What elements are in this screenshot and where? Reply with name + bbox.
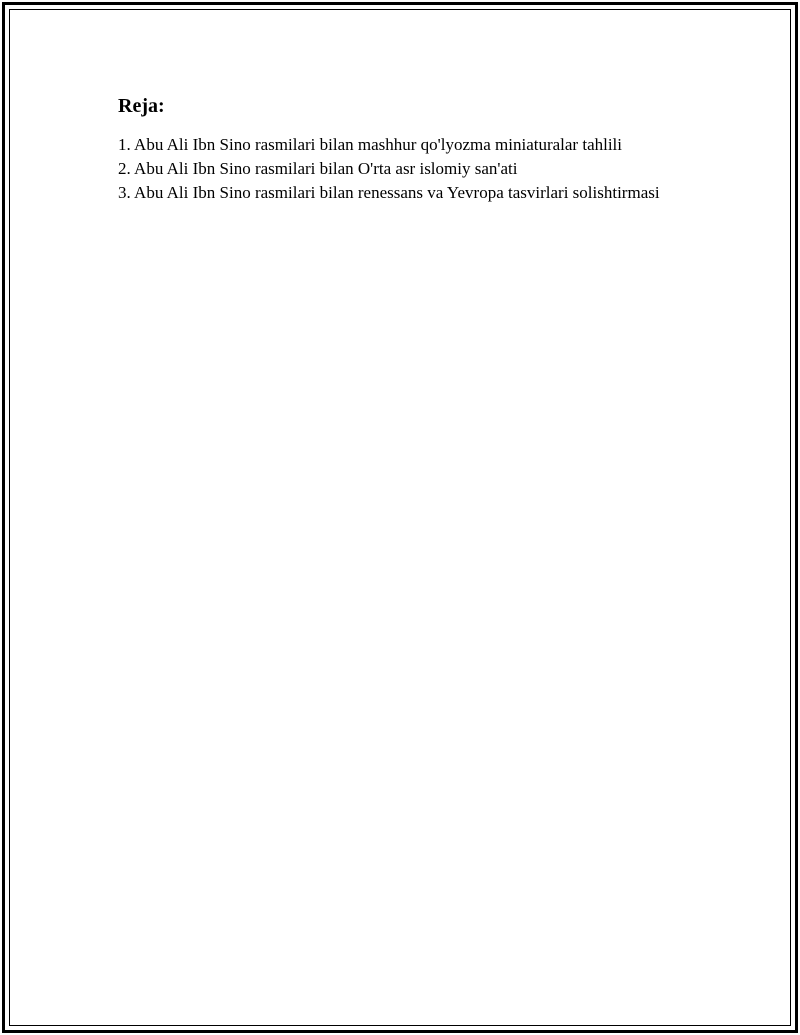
plan-item: 1. Abu Ali Ibn Sino rasmilari bilan mashhur qo'lyozma miniaturalar tahlili <box>118 135 623 154</box>
plan-section <box>118 93 688 205</box>
plan-heading: Reja: <box>118 95 165 117</box>
plan-item: 2. Abu Ali Ibn Sino rasmilari bilan O'rta asr islomiy san'ati <box>118 159 518 178</box>
plan-item: 3. Abu Ali Ibn Sino rasmilari bilan renessans va Yevropa tasvirlari solishtirmasi <box>118 183 660 202</box>
plan-list <box>118 133 688 205</box>
